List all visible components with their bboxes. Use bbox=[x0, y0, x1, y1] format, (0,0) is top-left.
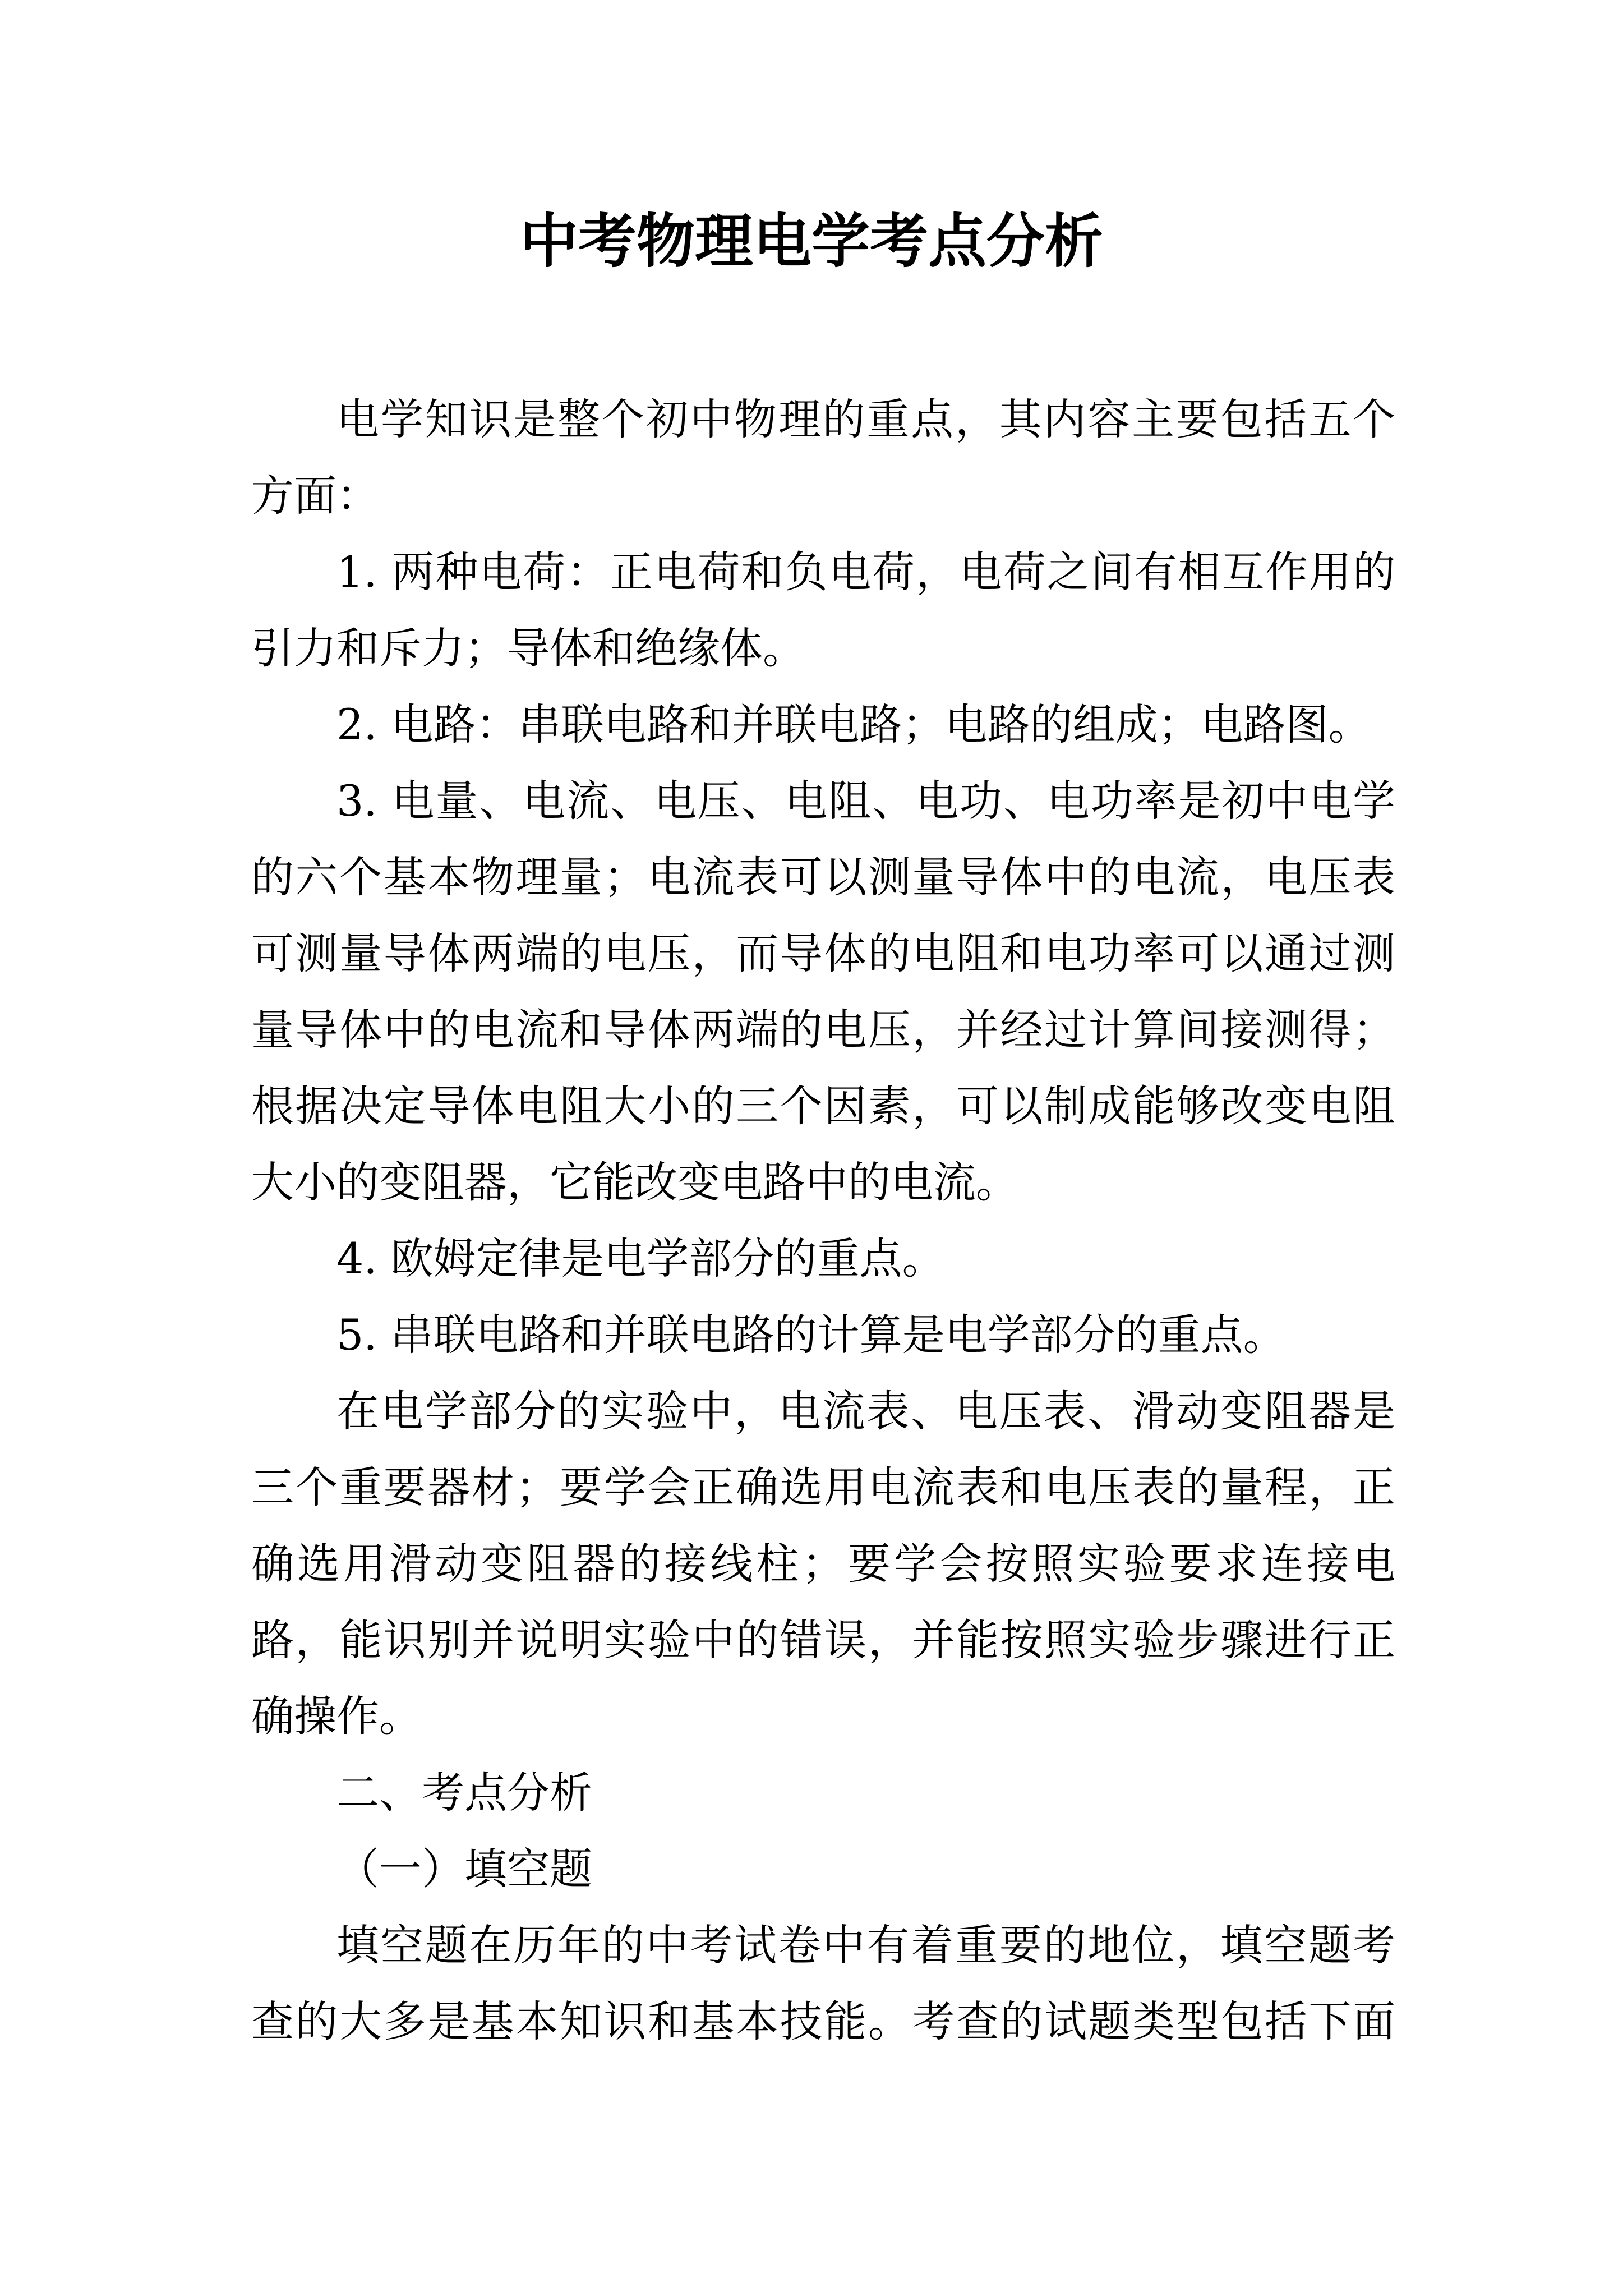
section-heading: 二、考点分析 bbox=[336, 1768, 592, 1818]
document-body bbox=[251, 381, 1395, 2060]
document-title: 中考物理电学考点分析 bbox=[519, 206, 1103, 275]
paragraph-intro: 电学知识是整个初中物理的重点，其内容主要包括五个方面： bbox=[251, 394, 1395, 521]
paragraph-fill-in: 填空题在历年的中考试卷中有着重要的地位，填空题考查的大多是基本知识和基本技能。考查的试题类型包括下面 bbox=[251, 1920, 1395, 2046]
paragraph-experiments: 在电学部分的实验中，电流表、电压表、滑动变阻器是三个重要器材；要学会正确选用电流表和电压表的量程，正确选用滑动变阻器的接线柱；要学会按照实验要求连接电路，能识别并说明实验中的错误，并能按照实验步骤进行正确操作。 bbox=[251, 1386, 1395, 1741]
paragraph-item-2: 2. 电路：串联电路和并联电路；电路的组成；电路图。 bbox=[336, 700, 1371, 749]
paragraph-item-3: 3. 电量、电流、电压、电阻、电功、电功率是初中电学的六个基本物理量；电流表可以测量导体中的电流，电压表可测量导体两端的电压，而导体的电阻和电功率可以通过测量导体中的电流和导体两端的电压，并经过计算间接测得；根据决定导体电阻大小的三个因素，可以制成能够改变电阻大小的变阻器，它能改变电路中的电流。 bbox=[251, 776, 1395, 1207]
paragraph-item-5: 5. 串联电路和并联电路的计算是电学部分的重点。 bbox=[336, 1310, 1286, 1360]
subsection-heading: （一）填空题 bbox=[336, 1844, 592, 1894]
paragraph-item-4: 4. 欧姆定律是电学部分的重点。 bbox=[336, 1234, 945, 1283]
paragraph-item-1: 1. 两种电荷：正电荷和负电荷，电荷之间有相互作用的引力和斥力；导体和绝缘体。 bbox=[251, 547, 1395, 673]
